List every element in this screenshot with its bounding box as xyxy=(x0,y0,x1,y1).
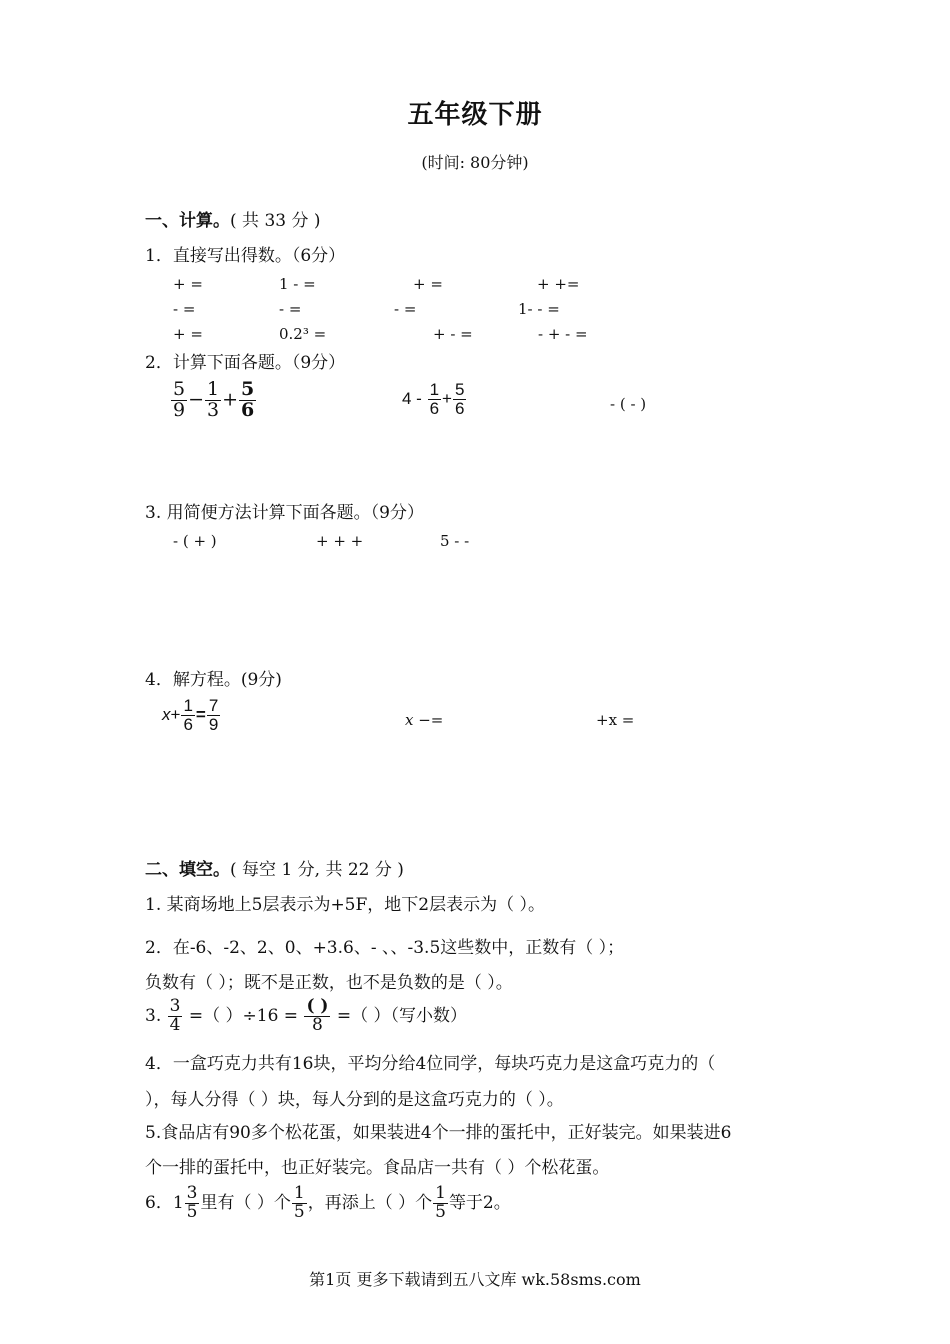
q4-equation-2: x −= xyxy=(405,711,444,729)
fraction xyxy=(185,1185,200,1222)
section-2-note: ( 每空 1 分, 共 22 分 ) xyxy=(230,860,404,880)
fill-q4-line-1: 4．一盒巧克力共有16块，平均分给4位同学，每块巧克力是这盒巧克力的（ xyxy=(145,1054,716,1074)
lead-term: 4 - xyxy=(402,388,422,408)
q4-label: 4．解方程。(9分) xyxy=(145,670,282,690)
fraction xyxy=(433,1185,448,1222)
numerator: 1 xyxy=(293,1183,305,1203)
numerator: 3 xyxy=(186,1183,198,1203)
numerator: 1 xyxy=(207,378,220,400)
tail-text: =（ ）（写小数） xyxy=(336,1005,468,1026)
fill-q2-line-1: 2．在-6、-2、2、0、+3.6、- 、、-3.5这些数中，正数有（ ）； xyxy=(145,938,625,958)
q1-label: 1．直接写出得数。（6分） xyxy=(145,246,346,266)
text-2: ，再添上（ ）个 xyxy=(307,1192,433,1213)
denominator: 9 xyxy=(208,714,219,734)
page-footer: 第1页 更多下载请到五八文库 wk.58sms.com xyxy=(309,1270,641,1289)
operator: + xyxy=(222,388,239,411)
numerator: 5 xyxy=(173,378,186,400)
numerator: 1 xyxy=(435,1183,446,1203)
fill-q5-line-2: 个一排的蛋托中，也正好装完。食品店一共有（ ）个松花蛋。 xyxy=(145,1158,610,1178)
text-3: 等于2。 xyxy=(448,1192,511,1213)
q3-item-3: 5 - - xyxy=(440,532,470,550)
text-1: 里有（ ）个 xyxy=(200,1192,291,1213)
middle-text: =（ ）÷16 = xyxy=(188,1005,299,1026)
q1-row-1-col-3: + = xyxy=(413,275,443,293)
fraction xyxy=(292,1185,307,1222)
q1-row-2-col-1: - = xyxy=(173,300,196,318)
denominator: 8 xyxy=(312,1014,323,1035)
q2-expression-1 xyxy=(170,380,257,421)
q1-row-3-col-3: + - = xyxy=(433,325,473,343)
operator: − xyxy=(188,388,205,411)
denominator: 9 xyxy=(173,398,186,421)
q1-row-3-col-1: + = xyxy=(173,325,203,343)
section-2-heading xyxy=(145,855,404,880)
variable-x: x xyxy=(162,704,171,724)
section-1-heading xyxy=(145,206,321,231)
fill-q2-line-2: 负数有（ ）；既不是正数，也不是负数的是（ ）。 xyxy=(145,973,513,993)
q1-row-2-col-4: 1- - = xyxy=(518,300,560,318)
operator: + xyxy=(170,704,181,724)
section-1-note: ( 共 33 分 ) xyxy=(230,211,321,231)
fill-q3 xyxy=(145,998,467,1035)
equals-sign: = xyxy=(195,704,206,724)
fill-q6 xyxy=(145,1185,511,1222)
q1-row-1-col-1: + = xyxy=(173,275,203,293)
denominator: 3 xyxy=(207,398,220,421)
denominator: 5 xyxy=(293,1201,305,1222)
fraction xyxy=(239,380,256,421)
q1-row-1-col-2: 1 - = xyxy=(279,275,316,293)
fraction xyxy=(181,697,194,734)
q1-row-2-col-2: - = xyxy=(279,300,302,318)
question-number: 3. xyxy=(145,1005,162,1026)
time-limit: (时间: 80分钟) xyxy=(421,153,529,172)
page-title: 五年级下册 xyxy=(407,100,543,130)
q4-equation-1 xyxy=(162,697,221,734)
fraction xyxy=(171,380,187,421)
fraction xyxy=(453,381,466,418)
q1-row-2-col-3: - = xyxy=(394,300,417,318)
denominator: 5 xyxy=(435,1201,446,1222)
q4-equation-3: +x = xyxy=(596,711,635,729)
fill-q4-line-2: ），每人分得（ ）块，每人分到的是这盒巧克力的（ ）。 xyxy=(145,1090,564,1110)
denominator: 6 xyxy=(241,398,255,421)
q3-item-2: + + + xyxy=(316,532,364,550)
denominator: 6 xyxy=(183,714,193,734)
q2-expression-2 xyxy=(402,381,467,418)
q1-row-3-col-4: - + - = xyxy=(538,325,588,343)
fill-q5-line-1: 5.食品店有90多个松花蛋，如果装进4个一排的蛋托中，正好装完。如果装进6 xyxy=(145,1123,732,1143)
denominator: 6 xyxy=(429,398,440,418)
fraction xyxy=(207,697,220,734)
denominator: 5 xyxy=(186,1201,198,1222)
numerator: 7 xyxy=(208,696,219,715)
numerator: 3 xyxy=(169,996,181,1016)
q3-item-1: - ( + ) xyxy=(173,532,217,550)
numerator: 1 xyxy=(429,380,440,399)
numerator: ( ) xyxy=(306,996,329,1016)
numerator: 5 xyxy=(241,378,255,400)
section-2-title: 二、填空。 xyxy=(145,860,230,880)
numerator: 1 xyxy=(183,696,193,715)
fraction xyxy=(205,380,221,421)
operator: + xyxy=(442,388,452,408)
question-number: 6．1 xyxy=(145,1192,184,1213)
fraction xyxy=(168,998,183,1035)
q1-row-1-col-4: + += xyxy=(537,275,580,293)
fraction xyxy=(304,998,330,1035)
q2-expression-3: - ( - ) xyxy=(610,395,647,413)
section-1-title: 一、计算。 xyxy=(145,211,230,231)
fill-q1: 1. 某商场地上5层表示为+5F，地下2层表示为（ ）。 xyxy=(145,895,546,915)
q1-row-3-col-2: 0.2³ = xyxy=(279,325,327,343)
denominator: 6 xyxy=(454,398,465,418)
fraction xyxy=(428,381,441,418)
numerator: 5 xyxy=(454,380,465,399)
denominator: 4 xyxy=(169,1014,181,1035)
q3-label: 3. 用简便方法计算下面各题。（9分） xyxy=(145,503,424,523)
q2-label: 2．计算下面各题。（9分） xyxy=(145,353,346,373)
